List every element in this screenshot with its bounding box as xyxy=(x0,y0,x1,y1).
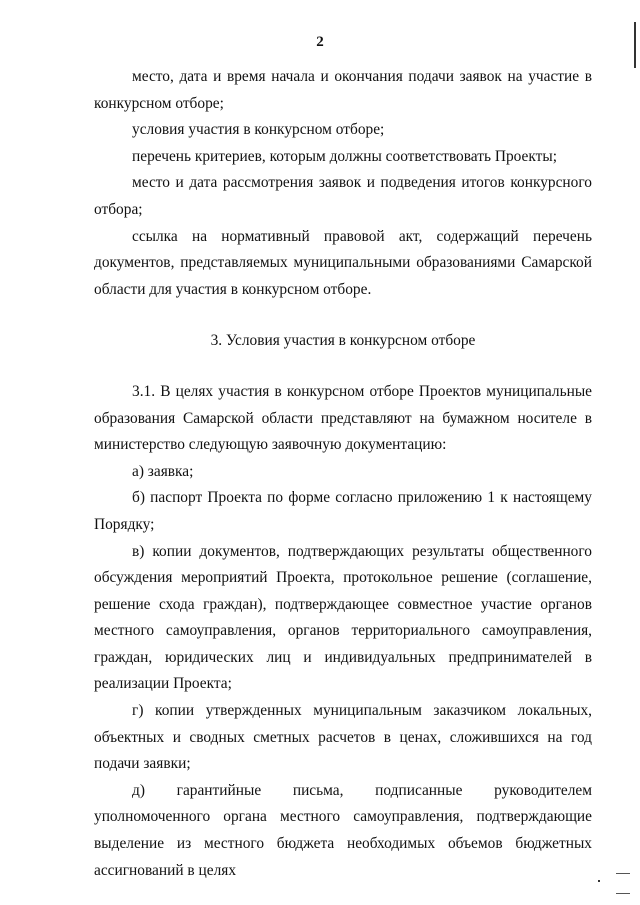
list-item-b: б) паспорт Проекта по форме согласно приложению 1 к настоящему Порядку; xyxy=(94,489,592,533)
list-item-v: в) копии документов, подтверждающих результаты общественного обсуждения мероприятий Проекта, протокольное решение (соглашение, решение схода граждан), подтверждающее совместное участие органов местного самоуправления, органов территориального самоуправления, граждан, юридических лиц и индивидуальных предпринимателей в реализации Проекта; xyxy=(94,542,592,693)
section-heading: 3. Условия участия в конкурсном отборе xyxy=(210,332,476,350)
document-body xyxy=(94,64,592,884)
list-item-d: д) гарантийные письма, подписанные руководителем уполномоченного органа местного самоуправления, подтверждающие выделение из местного бюджета необходимых объемов бюджетных ассигнований в целях xyxy=(94,781,592,879)
page-number: 2 xyxy=(316,34,324,50)
scan-speck xyxy=(598,880,600,882)
scan-corner-mark xyxy=(616,873,630,874)
section-paragraph-3-1: 3.1. В целях участия в конкурсном отборе Проектов муниципальные образования Самарской области представляют на бумажном носителе в министерство следующую заявочную документацию: xyxy=(94,382,592,454)
intro-item-start-end: место, дата и время начала и окончания подачи заявок на участие в конкурсном отборе; xyxy=(94,68,592,112)
scan-corner-mark xyxy=(616,893,630,894)
intro-item-criteria: перечень критериев, которым должны соответствовать Проекты; xyxy=(132,147,557,165)
intro-item-review: место и дата рассмотрения заявок и подведения итогов конкурсного отбора; xyxy=(94,174,592,218)
list-item-a: а) заявка; xyxy=(132,462,194,480)
intro-item-conditions: условия участия в конкурсном отборе; xyxy=(132,121,385,139)
list-item-g: г) копии утвержденных муниципальным заказчиком локальных, объектных и сводных сметных расчетов в ценах, сложившихся на год подачи заявки; xyxy=(94,702,592,773)
intro-item-legal-act: ссылка на нормативный правовой акт, содержащий перечень документов, представляемых муниципальными образованиями Самарской области для участия в конкурсном отборе. xyxy=(94,227,592,298)
